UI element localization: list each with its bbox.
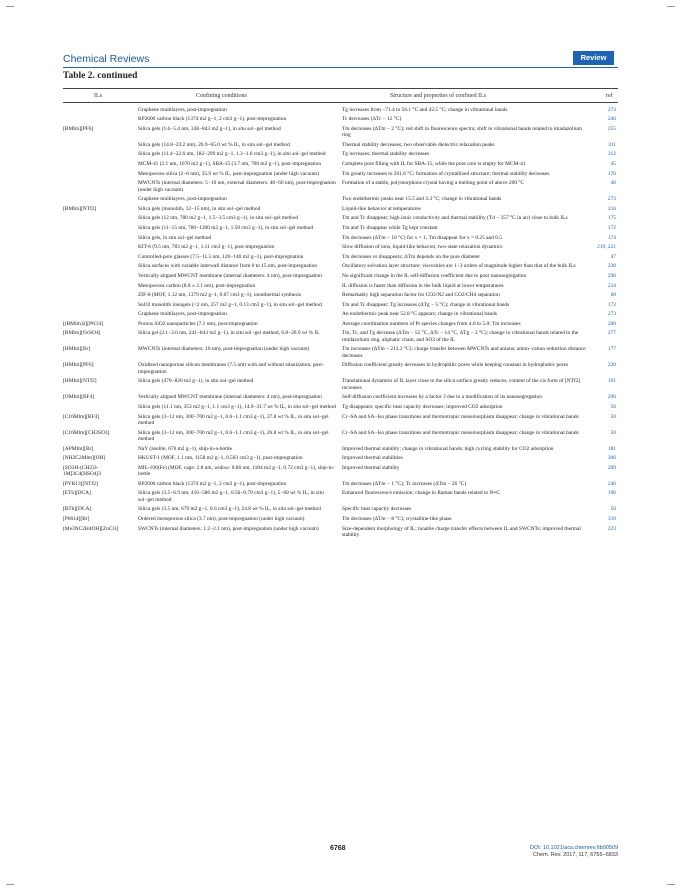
cell-ref[interactable]: 50 [610,404,616,411]
cell-ref[interactable]: 50 [610,506,616,513]
cell-il [63,244,136,250]
cell-conditions: Silica gels (3.5 nm, 679 m2 g−1, 0.6 cm3 g−1), 24.8 wt % IL, in situ sol−gel method [138,506,321,513]
cell-il [63,311,136,317]
cell-conditions: Silica gels (3−12 nm, 300−700 m2 g−1, 0.6−1.1 cm3 g−1), 27.8 wt % IL, in situ sol−gel method [138,413,329,427]
cell-conditions: Silica gels (11.1 nm, 353 m2 g−1, 1.1 cm3 g−1), 14.9−31.7 wt % IL, in situ sol−gel method [138,404,336,411]
cell-ref[interactable]: 174 [607,234,616,241]
cell-ref[interactable]: 176 [607,170,616,177]
table-row [63,463,618,479]
table-row [63,300,618,310]
cell-ref[interactable]: 47 [610,253,616,260]
cell-ref[interactable]: 48 [610,180,616,187]
crop-mark [667,6,675,7]
table-row [63,479,618,489]
cell-ref[interactable]: 310 [607,516,616,523]
cell-il [63,404,136,410]
cell-ref[interactable]: 216 [607,205,616,212]
cell-structure: Remarkably high separation factor for CO2/N2 and CO2/CH4 separation [342,292,500,299]
cell-conditions: Silica gels (14.8−23.2 nm), 26.9−65.0 wt % IL, in situ sol−gel method [138,141,290,148]
cell-conditions: Ordered mesoporous silica (3.7 nm), post-impregnation (under high vacuum) [138,516,305,523]
cell-il [63,215,136,221]
cell-il [63,171,136,177]
cell-il: [APMIm][Br] [63,445,94,452]
cell-structure: Size-dependent morphology of IL; tunable charge transfer effects between IL and SWCNTs; improved thermal stability [342,525,581,539]
cell-conditions: Silica gels (1.6−5.4 nm, 338−843 m2 g−1), in situ sol−gel method [138,125,281,132]
cell-structure: Tm decreases or disappears; ΔTm depends on the pore diameter [342,253,481,260]
cell-structure: Tm decreases (ΔTm − 8 °C); crystalline-like phase [342,516,452,523]
column-header-structure: Structure and properties of confined ILs [390,93,487,99]
cell-ref[interactable]: 296 [607,272,616,279]
table-row [63,214,618,224]
cell-ref[interactable]: 220 [607,362,616,369]
cell-structure: No significant change in the IL self-diffusion coefficient due to poor nanosegregation [342,272,527,279]
cell-ref[interactable]: 209 [607,464,616,471]
table-row [63,243,618,253]
cell-conditions: Graphene multilayers, post-impregnation [138,106,227,113]
cell-ref[interactable]: 219, 221 [597,244,616,251]
cell-conditions: SWCNTs (internal diameters: 1.2−2.1 nm), post-impregnation (under high vacuum) [138,525,319,532]
citation-text: Chem. Rev. 2017, 117, 6755−6833 [533,852,618,858]
cell-structure: Tm decreases (ΔTm − 1 °C); Tc increases (ΔTm − 26 °C) [342,480,467,487]
table-row [63,271,618,281]
table-row [63,377,618,393]
cell-structure: Tm increases (ΔTm − 213.2 °C); charge transfer between MWCNTs and anions; anion−cation reduction distance decreases [342,346,586,359]
cell-il: [OMIm][BF4] [63,394,95,401]
cell-ref[interactable]: 175 [607,215,616,222]
table-row [63,393,618,403]
cell-conditions: BP2000 carbon black (1374 m2 g−1, 2 cm3 g−1), post-impregnation [138,480,287,487]
table-row [63,361,618,377]
cell-ref[interactable]: 246 [607,116,616,123]
cell-conditions: Silica gels (3−12 nm, 300−700 m2 g−1, 0.6−1.1 cm3 g−1), 26.8 wt % IL, in situ sol−gel method [138,429,329,443]
cell-ref[interactable]: 277 [607,330,616,337]
table-row [63,115,618,125]
cell-il [63,302,136,308]
cell-conditions: Silica gel (2.1−3.0 nm, 241−843 m2 g−1), in situ sol−gel method, 6.8−26.9 wt % IL [138,330,320,337]
cell-il: [NH2C2Mlm][OH] [63,455,106,462]
page-number: 6768 [330,845,346,852]
column-header-ils: ILs [94,93,102,99]
cell-structure: Tm and Tc disappear; high ionic conductivity and thermal stability (Td − 357 °C in air) close to bulk ILs [342,215,568,222]
cell-conditions: Mesoporous carbon (8.8 ± 2.1 nm), post-impregnation [138,282,256,289]
cell-structure: Tm and Tc disappear; Tg increases (ΔTg − 5 °C); change in vibrational bands [342,301,510,308]
cell-structure: Tm and Tc disappear while Tg kept constant [342,224,438,231]
cell-ref[interactable]: 50 [610,413,616,420]
table-row [63,150,618,160]
table-row [63,454,618,464]
cell-structure: Improved thermal stabilities [342,455,403,462]
table-row [63,195,618,205]
cell-il: [BTh][DCA] [63,506,92,513]
cell-structure: Self-diffusion coefficient increases by a factor 3 due to a modification of its nanosegregation [342,394,542,401]
cell-conditions: MWCNTs (internal diameters: 10 nm), post-impregnation (under high vacuum) [138,346,310,353]
cell-il: [Me3NC2H4OH][ZnCl3] [63,525,119,532]
table-row [63,179,618,195]
cell-structure: An endothermic peak near 52.8 °C appears; change in vibrational bands [342,311,497,318]
cell-ref[interactable]: 196 [607,490,616,497]
table-row [63,291,618,301]
table-row [63,140,618,150]
cell-il: [HMIm][NTf2] [63,378,97,385]
header-divider [63,67,618,68]
cell-structure: Improved thermal stability; change in vibrational bands; high cycling stability for CO2 adsorption [342,445,554,452]
cell-ref[interactable]: 273 [607,196,616,203]
cell-il: [C16Mlm][BF4] [63,413,99,420]
cell-il [63,235,136,241]
cell-il [63,292,136,298]
cell-structure: Average coordination numbers of Pt species changes from 4.0 to 5.0; Tm increases [342,320,521,327]
cell-il [63,107,136,113]
table-row [63,329,618,345]
cell-conditions: HKUST-1 (MOF, 1.1 nm, 1158 m2 g−1, 0.503 cm3 g−1), post-impregnation [138,455,303,462]
crop-mark [667,884,675,885]
cell-il [63,116,136,122]
table-row [63,319,618,329]
cell-ref[interactable]: 45 [610,160,616,167]
cell-il: [P6614][Br] [63,516,90,523]
cell-il: [(BMIm)2][PtCl4] [63,320,104,327]
cell-ref[interactable]: 246 [607,480,616,487]
cell-ref[interactable]: 311 [608,141,616,148]
cell-ref[interactable]: 234 [607,282,616,289]
column-header-ref: ref [606,93,613,99]
table-row [63,124,618,140]
cell-ref[interactable]: 223 [607,525,616,532]
cell-il: [BMIm][OcSO4] [63,330,101,337]
cell-conditions: SnO2 monolith ionogels (<2 nm, 257 m2 g−1, 0.13 cm3 g−1), in situ sol−gel method [138,301,322,308]
table-row [63,252,618,262]
cell-il [63,151,136,157]
cell-conditions: Silica gels (3.5−6.9 nm, 416−586 m2 g−1, 0.56−0.79 cm3 g−1), 5−60 wt % IL, in situ sol−gel method [138,490,324,503]
cell-structure: Oscillatory solvation layer structure; viscosities are 1−3 orders of magnitude higher than that of the bulk ILs [342,263,576,270]
cell-ref[interactable]: 173 [607,301,616,308]
article-type-badge: Review [573,51,614,65]
cell-conditions: KIT-6 (9.5 nm, 783 m2 g−1, 1.11 cm3 g−1), post-impregnation [138,244,275,251]
cell-il: [BMIm][PF6] [63,125,94,132]
cell-conditions: NaY (zeolite, 676 m2 g−1), ship-in-a-bottle [138,445,233,452]
cell-ref[interactable]: 177 [607,346,616,353]
cell-conditions: Controlled-pore glasses (7.5−11.5 nm, 120−140 m2 g−1), post-impregnation [138,253,304,260]
table-row [63,262,618,272]
cell-conditions: MIL-100(Fe) (MOF, cage: 2.8 nm, widow: 0.86 nm, 1184 m2 g−1, 0.72 cm3 g−1), ship-in-bottle [138,464,335,478]
cell-ref[interactable]: 273 [607,106,616,113]
cell-ref[interactable]: 181 [607,445,616,452]
doi-link[interactable]: DOI: 10.1021/acs.chemrev.6b00509 [530,845,618,851]
table-row [63,489,618,505]
cell-il [63,180,136,193]
cell-conditions: ZIF-8 (MOF, 1.12 nm, 1379 m2 g−1, 0.67 cm3 g−1), ionothermal synthesis [138,292,302,299]
cell-structure: Tg disappears; specific heat capacity decreases; improved CO2 adsorption [342,404,503,411]
cell-conditions: Vertically aligned MWCNT membrane (internal diameters: 4 nm), post-impregnation [138,272,322,279]
cell-structure: Tc decreases (ΔTc − 12 °C) [342,116,402,123]
cell-structure: Complete pore filling with IL for SBA-15, while the pore core is empty for MCM-41 [342,160,526,167]
cell-ref[interactable]: 312 [607,151,616,158]
table-row [63,281,618,291]
cell-structure: Cr−SA and SA−Iso phase transitions and thermotropic mesomorphism disappear; change in vibrational bands [342,429,579,436]
table-caption: Table 2. continued [63,71,138,81]
cell-conditions: Silica gels, in situ sol−gel method [138,234,212,241]
table-row [63,169,618,179]
cell-structure: Thermal stability decreases; two observable dielectric relaxation peaks [342,141,495,148]
cell-structure: Tg increases; thermal stability decreases [342,151,430,158]
cell-conditions: Oxidized nanoporous silicon membranes (7.5 nm) with and without silanization, post-impregnation [138,362,324,375]
cell-structure: Specific heat capacity decreases [342,506,412,513]
cell-ref[interactable]: 306 [607,455,616,462]
cell-ref[interactable]: 296 [607,394,616,401]
table-row [63,159,618,169]
cell-structure: Two endothermic peaks near 15.5 and 3.3 °C; change in vibrational bands [342,196,502,203]
table-row [63,428,618,444]
cell-structure: Improved thermal stability [342,464,400,471]
cell-conditions: Mesoporous silica (2−6 nm), 35.9 wt % IL, post-impregnation (under high vacuum) [138,170,319,177]
cell-conditions: Vertically aligned MWCNT membrane (internal diameters: 4 nm), post-impregnation [138,394,322,401]
cell-il [63,161,136,167]
cell-il [63,142,136,148]
cell-structure: Diffusion coefficient greatly decreases in hydrophilic pores while keeping constant in hydrophobic pores [342,362,569,369]
cell-il [63,254,136,260]
cell-conditions: MCM-41 (2.1 nm, 1070 m2 g−1), SBA-15 (3.7 nm, 700 m2 g−1), post-impregnation [138,160,322,167]
cell-structure: Tm greatly increases to 201.6 °C; formation of crystallized structure; thermal stability decreases [342,170,550,177]
cell-il [63,273,136,279]
cell-il: [BMIm][NTf2] [63,205,97,212]
cell-conditions: Graphene multilayers, post-impregnation [138,196,227,203]
table-row [63,345,618,361]
table-body [63,105,618,540]
table-row [63,505,618,515]
crop-mark [6,884,14,885]
footer-citation [530,845,618,859]
cell-conditions: Porous SiO2 nanoparticles (7.1 nm), post-impregnation [138,320,258,327]
cell-structure: IL diffusion is faster than diffusion in the bulk liquid at lower temperatures [342,282,504,289]
cell-conditions: Silica gels (12 nm, 780 m2 g−1, 1.5−3.5 cm3 g−1), in situ sol−gel method [138,215,299,222]
cell-conditions: Graphene multilayers, post-impregnation [138,311,227,318]
crop-mark [6,6,14,7]
cell-il [63,263,136,269]
table-row [63,310,618,320]
cell-ref[interactable]: 273 [607,311,616,318]
cell-il: [ETh][DCA] [63,490,91,497]
cell-ref[interactable]: 238 [607,263,616,270]
cell-ref[interactable]: 172 [607,224,616,231]
table-row [63,444,618,454]
cell-il: [C16Mlm][CH3SO3] [63,429,110,436]
cell-structure: Cr−SA and SA−Iso phase transitions and thermotropic mesomorphism disappear; change in vibrational bands [342,413,579,420]
cell-conditions: Silica gels (11.4−22.6 nm, 182−299 m2 g−1, 1.3−1.6 cm3 g−1), in situ sol−gel method [138,151,326,158]
cell-conditions: Silica gels (470−820 m2 g−1), in situ sol−gel method [138,378,254,385]
cell-il [63,225,136,231]
table-row [63,233,618,243]
cell-conditions: Silica surfaces with variable interwall distance from 0 to 15 nm, post-impregnation [138,263,318,270]
cell-conditions: Silica gels (monolith, 12−15 nm), in situ sol−gel method [138,205,261,212]
table-row [63,105,618,115]
table-top-rule [63,88,618,89]
table-row [63,514,618,524]
cell-il: [SO3H-(CH2)3-1M]3C4[HSO4]3 [63,464,102,478]
cell-structure: Tm decreases (ΔTm − 2 °C); red shift in fluorescence spectra; shift in vibrational bands related to imadazolium ring [342,125,582,139]
table-row [63,223,618,233]
cell-conditions: MWCNTs (internal diameters: 5−10 nm, external diameters: 40−60 nm), post-impregnation (under high vacuum) [138,180,336,193]
cell-structure: Tm decreases (ΔTm − 10 °C) for x = 1; Tm disappear for x = 0.25 and 0.5 [342,234,503,241]
cell-ref[interactable]: 200 [607,320,616,327]
table-row [63,204,618,214]
table-header-rule [63,102,618,103]
table-row [63,412,618,428]
cell-structure: Tg increases from −71.4 to 56.1 °C and 42.5 °C; change in vibrational bands [342,106,508,113]
cell-il [63,283,136,289]
cell-structure: Formation of a stable, polymorphous crystal having a melting point of above 200 °C [342,180,525,187]
cell-structure: Enhanced fluorescence emission; change in Raman bands related to N≡C [342,490,500,497]
column-header-conditions: Confining conditions [196,93,247,99]
table-row [63,524,618,540]
cell-il [63,196,136,202]
cell-ref[interactable]: 60 [610,292,616,299]
cell-il: [PYR13][NTf2] [63,480,98,487]
cell-structure: Translational dynamics of IL layer close to the silica surface greatly reduces; content of the cis form of [NTf2] increases [342,378,581,391]
journal-title: Chemical Reviews [63,53,150,65]
cell-ref[interactable]: 191 [607,378,616,385]
cell-conditions: Silica gels (11−15 nm, 780−1200 m2 g−1, 1.50 cm3 g−1), in situ sol−gel method [138,224,314,231]
cell-structure: Tm, Tc, and Tg decrease (ΔTm − 52 °C, ΔTc − 14 °C, ΔTg − 2 °C); change in vibrational bands related to the imidazolium ring, aliphatic chain, and SO3 of the IL [342,330,579,343]
cell-ref[interactable]: 255 [607,125,616,132]
cell-conditions: BP2000 carbon black (1374 m2 g−1, 2 cm3 g−1), post-impregnation [138,116,287,123]
cell-structure: Liquid-like behavior at temperatures [342,205,421,212]
cell-ref[interactable]: 50 [610,429,616,436]
cell-structure: Slow diffusion of ions, liquid-like behavior, two-state relaxation dynamics [342,244,503,251]
cell-il: [HMIm][PF6] [63,362,94,369]
cell-il: [HMIm][Br] [63,346,91,353]
table-row [63,402,618,412]
